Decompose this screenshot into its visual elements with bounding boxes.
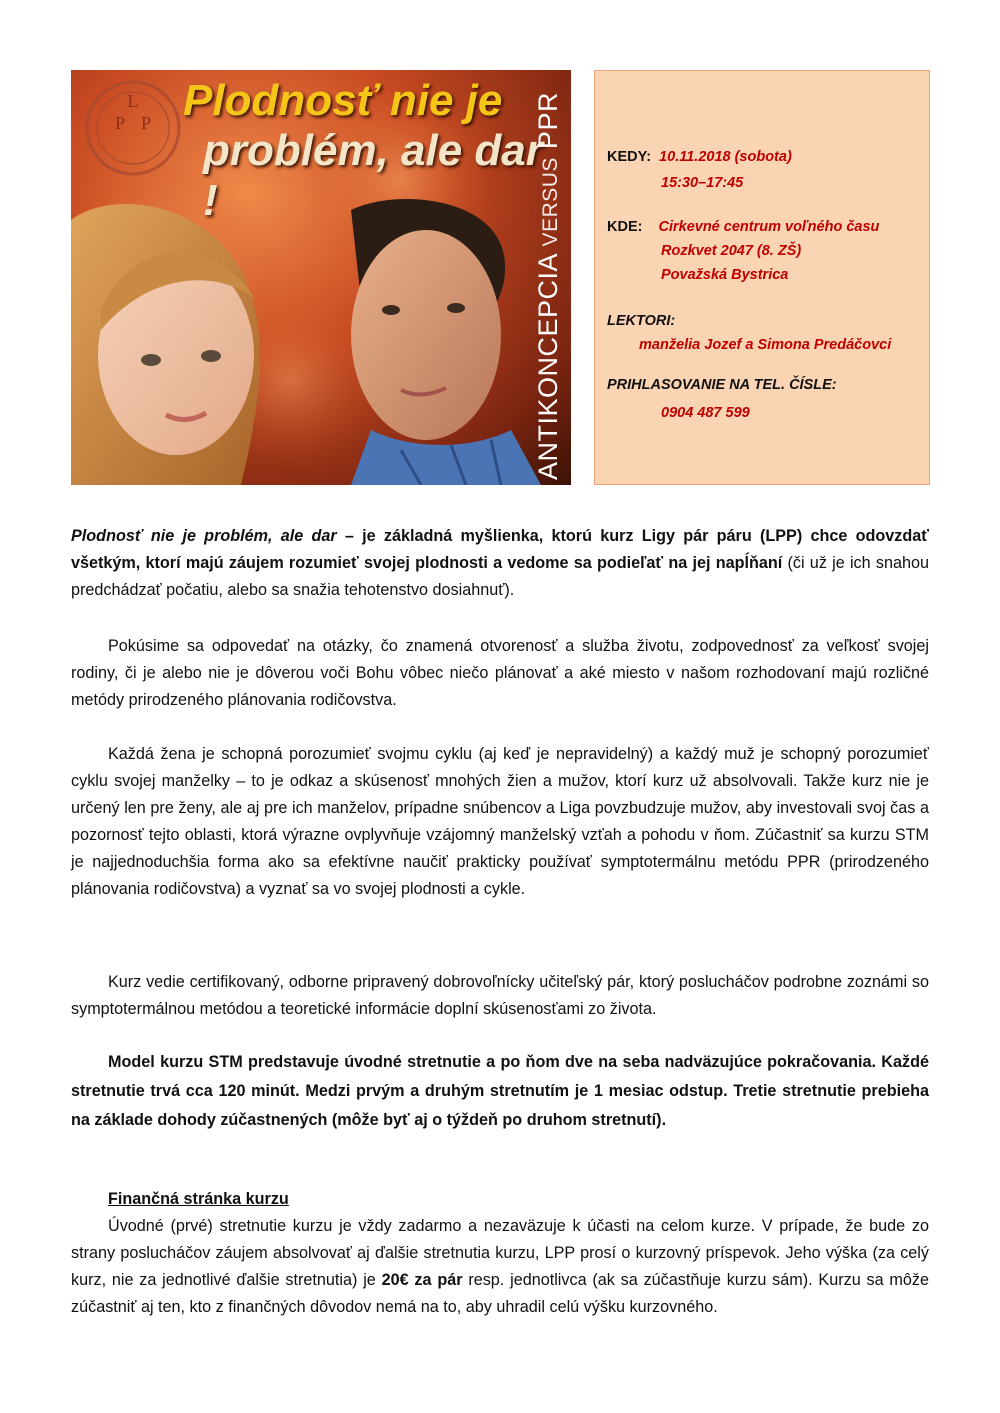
poster-side-text-c: PPR xyxy=(533,92,563,150)
finance-heading: Finančná stránka kurzu xyxy=(108,1190,289,1208)
paragraph-questions xyxy=(71,633,929,714)
seal-letter: P xyxy=(140,113,151,133)
intro-bold: – je základná myšlienka, ktorú kurz Ligy pár páru (LPP) chce odovzdať všetkým, ktorí majú záujem rozumieť svojej plodnosti a vedome sa podieľať na jej napĺňaní xyxy=(71,527,930,572)
poster-side-text xyxy=(533,92,564,480)
seal-letter: P xyxy=(115,113,126,133)
when-date: 10.11.2018 (sobota) xyxy=(659,149,792,165)
paragraph-teachers xyxy=(71,969,929,1023)
where-label: KDE: xyxy=(607,219,643,235)
cycle-text: Každá žena je schopná porozumieť svojmu cyklu (aj keď je nepravidelný) a každý muž je schopný porozumieť cyklu svojej manželky – to je odkaz a skúsenosť mnohých žien a mužov, ktorí kurz už absolvovali. Takže kurz nie je určený len pre ženy, ale aj pre ich manželov, prípadne snúbencov a Liga povzbudzuje mužov, aby investovali svoj čas a pozornosť tejto oblasti, ktorá výrazne ovplyvňuje vzájomný manželský vzťah a pohodu v ňom. Zúčastniť sa kurzu STM je najjednoduchšia forma ako sa efektívne naučiť prakticky používať symptotermálnu metódu PPR (prirodzeného plánovania rodičovstva) a vyznať sa vo svojej plodnosti a cykle. xyxy=(71,745,929,898)
finance-text-b: resp. jednotlivca (ak sa zúčastňuje kurzu sám). Kurzu sa môže zúčastniť aj ten, kto z finančných dôvodov nemá na to, aby uhradil celú výšku kurzovného. xyxy=(71,1271,929,1316)
paragraph-cycle xyxy=(71,741,929,903)
poster-headline xyxy=(183,76,543,226)
section-finance xyxy=(71,1186,929,1321)
lecturers-value: manželia Jozef a Simona Predáčovci xyxy=(639,337,892,353)
lecturers-label: LEKTORI: xyxy=(607,313,676,329)
model-text: Model kurzu STM predstavuje úvodné stretnutie a po ňom dve na seba nadväzujúce pokračovania. Každé stretnutie trvá cca 120 minút. Medzi prvým a druhým stretnutím je 1 mesiac odstup. Tretie stretnutie prebieha na základe dohody zúčastnených (môže byť aj o týždeň po druhom stretnutí). xyxy=(71,1053,929,1129)
lpp-seal xyxy=(115,90,151,134)
poster-image xyxy=(71,70,571,485)
where-line2: Rozkvet 2047 (8. ZŠ) xyxy=(661,243,802,259)
where-line3: Považská Bystrica xyxy=(661,267,789,283)
seal-letter: L xyxy=(127,91,139,111)
event-info-box xyxy=(594,70,930,485)
intro-italic: Plodnosť nie je problém, ale dar xyxy=(71,527,337,545)
finance-text-a: Úvodné (prvé) stretnutie kurzu je vždy zadarmo a nezaväzuje k účasti na celom kurze. V prípade, že bude zo strany poslucháčov záujem absolvovať aj ďalšie stretnutia kurzu, LPP prosí o kurzovný príspevok. Jeho výška (za celý kurz, nie za jednotlivé ďalšie stretnutia) je xyxy=(71,1217,929,1289)
paragraph-model xyxy=(71,1048,929,1135)
phone-label: PRIHLASOVANIE NA TEL. ČÍSLE: xyxy=(607,377,837,393)
intro-rest: (či už je ich snahou predchádzať počatiu, alebo sa snažia tehotenstvo dosiahnuť). xyxy=(71,554,929,599)
poster-headline-line1: Plodnosť nie je xyxy=(183,76,503,125)
phone-value: 0904 487 599 xyxy=(661,405,750,421)
poster-side-text-b: VERSUS xyxy=(539,157,562,247)
paragraph-intro xyxy=(71,523,929,604)
finance-price: 20€ za pár xyxy=(381,1271,463,1289)
poster-side-text-a: ANTIKONCEPCIA xyxy=(533,254,563,480)
when-time: 15:30–17:45 xyxy=(661,175,744,191)
poster-headline-line2: problém, ale dar ! xyxy=(203,126,543,225)
teachers-text: Kurz vedie certifikovaný, odborne pripravený dobrovoľnícky učiteľský pár, ktorý poslucháčov podrobne zoznámi so symptotermálnou metódou a teoretické informácie doplní skúsenosťami zo života. xyxy=(71,973,929,1018)
where-line1: Cirkevné centrum voľného času xyxy=(658,219,880,235)
when-label: KEDY: xyxy=(607,149,652,165)
questions-text: Pokúsime sa odpovedať na otázky, čo znamená otvorenosť a služba životu, zodpovednosť za veľkosť svojej rodiny, či je alebo nie je dôverou voči Bohu vôbec niečo plánovať a aké miesto v našom rozhodovaní majú rozličné metódy prirodzeného plánovania rodičovstva. xyxy=(71,637,929,709)
